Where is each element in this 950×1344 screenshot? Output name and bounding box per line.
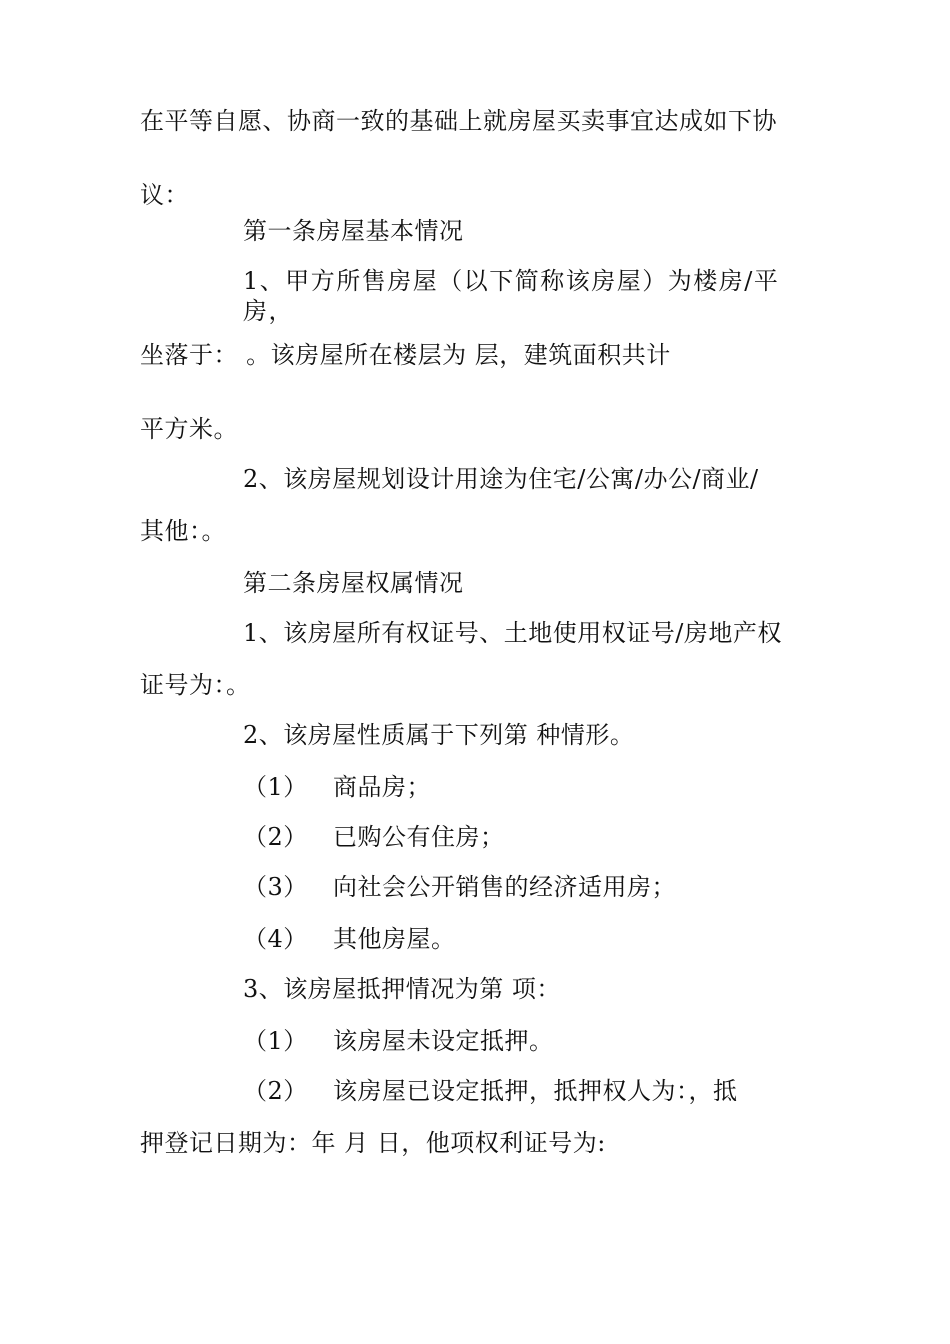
paragraph-line: 押登记日期为：年 月 日，他项权利证号为: xyxy=(140,1129,606,1157)
list-item xyxy=(243,872,676,902)
list-item-text: 向社会公开销售的经济适用房； xyxy=(333,873,676,901)
paragraph-line: 平方米。 xyxy=(140,415,238,443)
paragraph-line: 3、该房屋抵押情况为第 项： xyxy=(243,975,561,1003)
list-item-number: （1） xyxy=(243,773,308,801)
list-item-number: （4） xyxy=(243,925,308,953)
list-item xyxy=(243,822,505,852)
list-item xyxy=(243,1076,738,1106)
list-item-text: 该房屋未设定抵押。 xyxy=(333,1027,554,1055)
paragraph-line: 议： xyxy=(140,181,189,209)
paragraph-line: 坐落于： 。该房屋所在楼层为 层，建筑面积共计 xyxy=(140,341,671,369)
paragraph-line: 其他：。 xyxy=(140,517,226,545)
article-1-title: 第一条房屋基本情况 xyxy=(243,217,464,245)
list-item-number: （1） xyxy=(243,1027,308,1055)
paragraph-line: 1、甲方所售房屋（以下简称该房屋）为楼房/平房， xyxy=(243,267,780,325)
paragraph-line: 证号为：。 xyxy=(140,671,251,699)
list-item xyxy=(243,924,456,954)
list-item-text: 其他房屋。 xyxy=(333,925,456,953)
list-item-number: （2） xyxy=(243,1077,308,1105)
paragraph-line: 2、该房屋性质属于下列第 种情形。 xyxy=(243,721,635,749)
list-item-number: （3） xyxy=(243,873,308,901)
list-item xyxy=(243,1026,554,1056)
article-2-title: 第二条房屋权属情况 xyxy=(243,569,464,597)
paragraph-line: 1、该房屋所有权证号、土地使用权证号/房地产权 xyxy=(243,619,782,647)
list-item xyxy=(243,772,431,802)
list-item-text: 商品房； xyxy=(333,773,431,801)
paragraph-line: 在平等自愿、协商一致的基础上就房屋买卖事宜达成如下协 xyxy=(140,107,777,135)
list-item-number: （2） xyxy=(243,823,308,851)
list-item-text: 已购公有住房； xyxy=(333,823,505,851)
list-item-text: 该房屋已设定抵押，抵押权人为：，抵 xyxy=(333,1077,738,1105)
paragraph-line: 2、该房屋规划设计用途为住宅/公寓/办公/商业/ xyxy=(243,465,759,493)
